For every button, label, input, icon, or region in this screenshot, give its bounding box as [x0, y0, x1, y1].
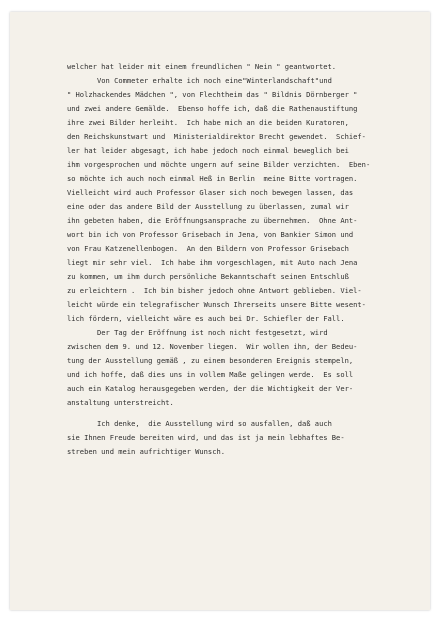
text-line: Vielleicht wird auch Professor Glaser sich noch bewegen lassen, das — [67, 188, 354, 197]
text-line: zwischen dem 9. und 12. November liegen. Wir wollen ihn, der Bedeu- — [67, 342, 358, 351]
text-line: Ich denke, die Ausstellung wird so ausfallen, daß auch — [97, 419, 332, 428]
text-line: anstaltung unterstreicht. — [67, 398, 174, 407]
text-line: welcher hat leider mit einem freundlichen " Nein " geantwortet. — [67, 62, 337, 71]
text-line: liegt mir sehr viel. Ich habe ihm vorgeschlagen, mit Auto nach Jena — [67, 258, 358, 267]
text-line: ihn gebeten haben, die Eröffnungsansprache zu übernehmen. Ohne Ant- — [67, 216, 358, 225]
text-line: so möchte ich auch noch einmal Heß in Berlin meine Bitte vortragen. — [67, 174, 358, 183]
text-line: ihm vorgesprochen und möchte ungern auf seine Bilder verzichten. Eben- — [67, 160, 371, 169]
text-line: zu erleichtern . Ich bin bisher jedoch ohne Antwort geblieben. Viel- — [67, 286, 362, 295]
text-line: leicht würde ein telegrafischer Wunsch Ihrerseits unsere Bitte wesent- — [67, 300, 366, 309]
text-line: Von Commeter erhalte ich noch eine"Winterlandschaft"und — [97, 76, 332, 85]
text-line: und ich hoffe, daß dies uns in vollem Maße gelingen werde. Es soll — [67, 370, 354, 379]
text-line: den Reichskunstwart und Ministerialdirektor Brecht gewendet. Schief- — [67, 132, 366, 141]
text-line: eine oder das andere Bild der Ausstellung zu überlassen, zumal wir — [67, 202, 349, 211]
text-line: auch ein Katalog herausgegeben werden, der die Wichtigkeit der Ver- — [67, 384, 354, 393]
text-line: sie Ihnen Freude bereiten wird, und das ist ja mein lebhaftes Be- — [67, 433, 345, 442]
text-line: und zwei andere Gemälde. Ebenso hoffe ich, daß die Rathenaustiftung — [67, 104, 358, 113]
letter-page — [10, 12, 430, 610]
text-line: ihre zwei Bilder herleiht. Ich habe mich an die beiden Kuratoren, — [67, 118, 349, 127]
text-line: lich fördern, vielleicht wäre es auch bei Dr. Schiefler der Fall. — [67, 314, 345, 323]
text-line: streben und mein aufrichtiger Wunsch. — [67, 447, 226, 456]
letter-body — [67, 60, 410, 459]
text-line: ler hat leider abgesagt, ich habe jedoch noch einmal beweglich bei — [67, 146, 349, 155]
text-line: Der Tag der Eröffnung ist noch nicht festgesetzt, wird — [97, 328, 328, 337]
text-line: von Frau Katzenellenbogen. An den Bildern von Professor Grisebach — [67, 244, 349, 253]
text-line: zu kommen, um ihm durch persönliche Bekanntschaft seinen Entschluß — [67, 272, 349, 281]
paragraph-gap — [67, 410, 410, 417]
text-line: " Holzhackendes Mädchen ", von Flechtheim das " Bildnis Dörnberger " — [67, 90, 358, 99]
text-line: tung der Ausstellung gemäß , zu einem besonderen Ereignis stempeln, — [67, 356, 354, 365]
text-line: wort bin ich von Professor Grisebach in Jena, von Bankier Simon und — [67, 230, 354, 239]
